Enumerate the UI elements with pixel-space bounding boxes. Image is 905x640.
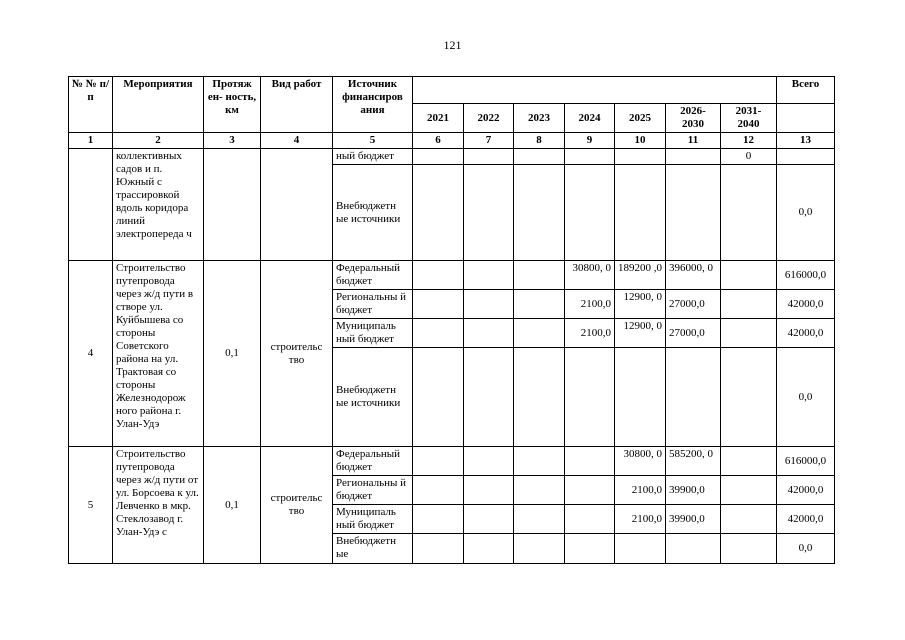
table-row bbox=[69, 149, 835, 165]
row5-ext-total: 0,0 bbox=[777, 534, 835, 564]
row4-fed-2025: 189200 ,0 bbox=[615, 261, 666, 290]
row5-fed-label: Федеральный бюджет bbox=[333, 447, 413, 476]
row4-num: 4 bbox=[69, 261, 113, 447]
header-total-blank bbox=[777, 104, 835, 133]
row4-length: 0,1 bbox=[204, 261, 261, 447]
index-7: 7 bbox=[464, 133, 514, 149]
cont-work bbox=[261, 149, 333, 261]
row4-ext-total: 0,0 bbox=[777, 348, 835, 447]
cont-source-extra: Внебюджетн ые источники bbox=[333, 165, 413, 261]
row4-reg-2026: 27000,0 bbox=[666, 290, 721, 319]
index-3: 3 bbox=[204, 133, 261, 149]
year-2024: 2024 bbox=[565, 104, 615, 133]
row4-fed-label: Федеральный бюджет bbox=[333, 261, 413, 290]
table-row bbox=[69, 447, 835, 476]
row4-mun-total: 42000,0 bbox=[777, 319, 835, 348]
year-2023: 2023 bbox=[514, 104, 565, 133]
header-years-group bbox=[413, 77, 777, 104]
row4-mun-label: Муниципаль ный бюджет bbox=[333, 319, 413, 348]
row4-reg-2024: 2100,0 bbox=[565, 290, 615, 319]
row4-reg-2025: 12900, 0 bbox=[615, 290, 666, 319]
header-event: Мероприятия bbox=[113, 77, 204, 133]
row5-length: 0,1 bbox=[204, 447, 261, 564]
table-row bbox=[69, 261, 835, 290]
cont-num bbox=[69, 149, 113, 261]
index-9: 9 bbox=[565, 133, 615, 149]
year-2022: 2022 bbox=[464, 104, 514, 133]
row4-ext-label: Внебюджетн ые источники bbox=[333, 348, 413, 447]
row4-fed-2026: 396000, 0 bbox=[666, 261, 721, 290]
index-2: 2 bbox=[113, 133, 204, 149]
year-2021: 2021 bbox=[413, 104, 464, 133]
cont-mun-2031: 0 bbox=[721, 149, 777, 165]
row4-mun-2024: 2100,0 bbox=[565, 319, 615, 348]
row4-reg-total: 42000,0 bbox=[777, 290, 835, 319]
index-1: 1 bbox=[69, 133, 113, 149]
row4-reg-label: Региональны й бюджет bbox=[333, 290, 413, 319]
index-8: 8 bbox=[514, 133, 565, 149]
index-row bbox=[69, 133, 835, 149]
row4-mun-2025: 12900, 0 bbox=[615, 319, 666, 348]
year-2026-2030: 2026- 2030 bbox=[666, 104, 721, 133]
index-12: 12 bbox=[721, 133, 777, 149]
header-total: Всего bbox=[777, 77, 835, 104]
index-5: 5 bbox=[333, 133, 413, 149]
index-4: 4 bbox=[261, 133, 333, 149]
cont-event: коллективных садов и п. Южный с трассировкой вдоль коридора линий электропереда ч bbox=[113, 149, 204, 261]
index-10: 10 bbox=[615, 133, 666, 149]
row5-event: Строительство путепровода через ж/д пути от ул. Борсоева к ул. Левченко в мкр. Стеклозавод г. Улан-Удэ с bbox=[113, 447, 204, 564]
row5-ext-label: Внебюджетн ые bbox=[333, 534, 413, 564]
page-number: 121 bbox=[443, 38, 462, 52]
cont-extra-total: 0,0 bbox=[777, 165, 835, 261]
cont-source-mun: ный бюджет bbox=[333, 149, 413, 165]
row5-num: 5 bbox=[69, 447, 113, 564]
row4-work: строительс тво bbox=[261, 261, 333, 447]
header-source: Источник финансиров ания bbox=[333, 77, 413, 133]
row4-mun-2026: 27000,0 bbox=[666, 319, 721, 348]
cont-length bbox=[204, 149, 261, 261]
row5-work: строительс тво bbox=[261, 447, 333, 564]
financing-table bbox=[68, 76, 835, 564]
year-2025: 2025 bbox=[615, 104, 666, 133]
row5-fed-2025: 30800, 0 bbox=[615, 447, 666, 476]
row5-fed-2026: 585200, 0 bbox=[666, 447, 721, 476]
row5-mun-2025: 2100,0 bbox=[615, 505, 666, 534]
row5-fed-total: 616000,0 bbox=[777, 447, 835, 476]
row5-reg-total: 42000,0 bbox=[777, 476, 835, 505]
row4-fed-2024: 30800, 0 bbox=[565, 261, 615, 290]
index-13: 13 bbox=[777, 133, 835, 149]
index-6: 6 bbox=[413, 133, 464, 149]
header-work: Вид работ bbox=[261, 77, 333, 133]
row5-mun-label: Муниципаль ный бюджет bbox=[333, 505, 413, 534]
row4-event: Строительство путепровода через ж/д пути в створе ул. Куйбышева со стороны Советского района на ул. Трактовая со стороны Железнодорож ного района г. Улан-Удэ bbox=[113, 261, 204, 447]
row5-mun-2026: 39900,0 bbox=[666, 505, 721, 534]
header-num: № № п/п bbox=[69, 77, 113, 133]
row5-reg-2026: 39900,0 bbox=[666, 476, 721, 505]
year-2031-2040: 2031- 2040 bbox=[721, 104, 777, 133]
header-length: Протяж ен- ность, км bbox=[204, 77, 261, 133]
row5-reg-2025: 2100,0 bbox=[615, 476, 666, 505]
row4-fed-total: 616000,0 bbox=[777, 261, 835, 290]
row5-reg-label: Региональны й бюджет bbox=[333, 476, 413, 505]
row5-mun-total: 42000,0 bbox=[777, 505, 835, 534]
header-row bbox=[69, 77, 835, 104]
index-11: 11 bbox=[666, 133, 721, 149]
